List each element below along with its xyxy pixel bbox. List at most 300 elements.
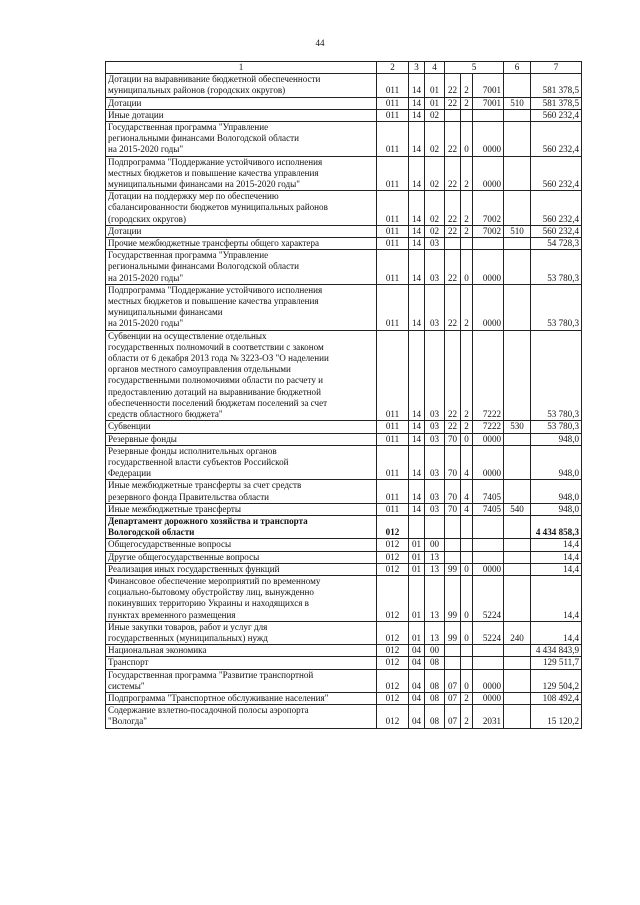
amount: 129 504,2 — [531, 669, 582, 692]
row-name-line: государственных (муниципальных) нужд — [108, 632, 268, 643]
code-target-program: 22 — [445, 97, 461, 109]
code-section: 14 — [409, 238, 425, 250]
code-target-sub — [461, 109, 473, 121]
code-target-sub: 0 — [461, 433, 473, 445]
code-target-program — [445, 539, 461, 551]
code-admin: 011 — [377, 191, 409, 226]
code-admin: 012 — [377, 563, 409, 575]
code-target-direction: 5224 — [473, 575, 504, 621]
code-admin: 011 — [377, 445, 409, 480]
code-target-program: 22 — [445, 250, 461, 285]
row-name-line: Прочие межбюджетные трансферты общего характера — [108, 238, 320, 249]
amount: 53 780,3 — [531, 250, 582, 285]
row-name-line: Транспорт — [108, 657, 149, 668]
code-target-program: 70 — [445, 503, 461, 515]
code-section: 14 — [409, 480, 425, 503]
code-target-sub: 0 — [461, 669, 473, 692]
amount: 560 232,4 — [531, 225, 582, 237]
code-subsection: 13 — [425, 563, 445, 575]
row-name-line: Резервные фонды — [108, 433, 177, 444]
code-target-direction: 7405 — [473, 503, 504, 515]
code-target-direction: 5224 — [473, 621, 504, 644]
code-expense-type — [504, 480, 531, 503]
code-admin: 011 — [377, 122, 409, 157]
code-expense-type — [504, 539, 531, 551]
code-admin: 012 — [377, 657, 409, 669]
code-target-direction: 0000 — [473, 692, 504, 704]
code-target-program: 07 — [445, 669, 461, 692]
table-row — [106, 330, 582, 421]
row-name — [106, 250, 377, 285]
code-section: 04 — [409, 645, 425, 657]
table-row — [106, 515, 582, 538]
code-expense-type — [504, 515, 531, 538]
code-admin: 012 — [377, 692, 409, 704]
code-target-direction: 7002 — [473, 225, 504, 237]
code-target-sub: 0 — [461, 621, 473, 644]
row-name — [106, 480, 377, 503]
table-row — [106, 238, 582, 250]
code-section: 01 — [409, 621, 425, 644]
code-admin: 012 — [377, 705, 409, 728]
row-name-line: Государственная программа "Управление — [108, 122, 269, 133]
code-target-program: 22 — [445, 74, 461, 97]
code-target-sub — [461, 515, 473, 538]
code-admin: 012 — [377, 645, 409, 657]
code-target-program: 99 — [445, 575, 461, 621]
row-name-line: на 2015-2020 годы" — [108, 318, 184, 329]
row-name — [106, 421, 377, 433]
code-target-sub: 0 — [461, 250, 473, 285]
code-admin: 012 — [377, 575, 409, 621]
code-target-direction: 0000 — [473, 669, 504, 692]
amount: 560 232,4 — [531, 191, 582, 226]
row-name-line: предоставлению дотаций на выравнивание бюджетной — [108, 386, 321, 397]
code-subsection: 02 — [425, 109, 445, 121]
row-name-line: Национальная экономика — [108, 645, 207, 656]
amount: 14,4 — [531, 621, 582, 644]
code-target-sub: 4 — [461, 503, 473, 515]
code-target-sub — [461, 645, 473, 657]
row-name-line: (городских округов) — [108, 213, 186, 224]
code-target-direction: 7002 — [473, 191, 504, 226]
code-admin: 011 — [377, 480, 409, 503]
code-subsection: 02 — [425, 122, 445, 157]
code-section: 14 — [409, 97, 425, 109]
table-row — [106, 74, 582, 97]
row-name-line: средств областного бюджета" — [108, 409, 223, 420]
code-target-sub — [461, 238, 473, 250]
code-admin: 012 — [377, 621, 409, 644]
code-expense-type — [504, 575, 531, 621]
row-name-line: на 2015-2020 годы" — [108, 144, 184, 155]
row-name-line: на 2015-2020 годы" — [108, 272, 184, 283]
code-target-direction — [473, 645, 504, 657]
code-expense-type: 510 — [504, 97, 531, 109]
table-row — [106, 433, 582, 445]
table-row — [106, 563, 582, 575]
row-name — [106, 539, 377, 551]
code-subsection: 08 — [425, 669, 445, 692]
amount: 14,4 — [531, 551, 582, 563]
row-name — [106, 122, 377, 157]
code-target-direction: 7001 — [473, 97, 504, 109]
table-row — [106, 97, 582, 109]
amount: 54 728,3 — [531, 238, 582, 250]
code-target-program: 99 — [445, 563, 461, 575]
code-subsection: 01 — [425, 74, 445, 97]
code-target-sub: 2 — [461, 156, 473, 191]
row-name-line: резервного фонда Правительства области — [108, 491, 270, 502]
row-name — [106, 692, 377, 704]
code-admin: 011 — [377, 74, 409, 97]
row-name-line: Иные дотации — [108, 109, 164, 120]
amount: 948,0 — [531, 503, 582, 515]
amount: 14,4 — [531, 575, 582, 621]
amount: 560 232,4 — [531, 109, 582, 121]
code-target-program — [445, 645, 461, 657]
code-target-sub: 2 — [461, 191, 473, 226]
code-admin: 011 — [377, 225, 409, 237]
code-target-program: 22 — [445, 191, 461, 226]
row-name-line: Общегосударственные вопросы — [108, 539, 232, 550]
row-name-line: местных бюджетов и повышение качества управления — [108, 167, 319, 178]
code-target-program: 99 — [445, 621, 461, 644]
code-target-sub: 2 — [461, 330, 473, 421]
code-section: 14 — [409, 421, 425, 433]
table-row — [106, 551, 582, 563]
amount: 948,0 — [531, 433, 582, 445]
table-row — [106, 109, 582, 121]
code-section: 14 — [409, 191, 425, 226]
row-name-line: Иные закупки товаров, работ и услуг для — [108, 621, 268, 632]
code-subsection: 00 — [425, 645, 445, 657]
code-admin: 011 — [377, 503, 409, 515]
header-col-7: 7 — [531, 62, 582, 74]
row-name — [106, 330, 377, 421]
row-name-line: области от 6 декабря 2013 года № 3223-ОЗ "О наделении — [108, 353, 329, 364]
row-name-line: Иные межбюджетные трансферты — [108, 503, 241, 514]
code-target-sub — [461, 657, 473, 669]
code-admin: 012 — [377, 539, 409, 551]
amount: 14,4 — [531, 563, 582, 575]
code-section: 14 — [409, 250, 425, 285]
row-name — [106, 156, 377, 191]
code-target-sub: 4 — [461, 480, 473, 503]
row-name-line: государственными полномочиями области по расчету и — [108, 375, 324, 386]
header-col-2: 2 — [377, 62, 409, 74]
code-expense-type — [504, 74, 531, 97]
table-row — [106, 539, 582, 551]
code-target-sub: 2 — [461, 74, 473, 97]
code-target-program — [445, 109, 461, 121]
row-name-line: муниципальными финансами — [108, 307, 223, 318]
code-section: 14 — [409, 74, 425, 97]
row-name — [106, 74, 377, 97]
code-section: 14 — [409, 284, 425, 330]
code-expense-type — [504, 284, 531, 330]
row-name-line: государственной власти субъектов Российской — [108, 456, 289, 467]
code-expense-type: 540 — [504, 503, 531, 515]
amount: 108 492,4 — [531, 692, 582, 704]
row-name — [106, 657, 377, 669]
code-subsection: 03 — [425, 503, 445, 515]
code-section: 04 — [409, 692, 425, 704]
code-section: 04 — [409, 657, 425, 669]
code-admin: 011 — [377, 238, 409, 250]
code-target-direction: 0000 — [473, 156, 504, 191]
code-target-direction: 7405 — [473, 480, 504, 503]
code-admin: 011 — [377, 433, 409, 445]
table-row — [106, 657, 582, 669]
code-section: 14 — [409, 445, 425, 480]
table-row — [106, 480, 582, 503]
code-target-sub — [461, 539, 473, 551]
code-expense-type — [504, 122, 531, 157]
table-row — [106, 575, 582, 621]
code-expense-type — [504, 445, 531, 480]
code-target-program — [445, 657, 461, 669]
amount: 53 780,3 — [531, 330, 582, 421]
code-target-program: 22 — [445, 284, 461, 330]
code-target-sub: 4 — [461, 445, 473, 480]
code-target-sub: 2 — [461, 705, 473, 728]
code-target-direction: 0000 — [473, 284, 504, 330]
code-admin: 011 — [377, 284, 409, 330]
row-name-line: Реализация иных государственных функций — [108, 563, 280, 574]
amount: 948,0 — [531, 480, 582, 503]
amount: 948,0 — [531, 445, 582, 480]
header-col-5: 5 — [445, 62, 504, 74]
code-expense-type — [504, 705, 531, 728]
row-name — [106, 191, 377, 226]
code-subsection: 01 — [425, 97, 445, 109]
code-expense-type — [504, 330, 531, 421]
code-expense-type — [504, 692, 531, 704]
code-target-direction — [473, 539, 504, 551]
code-target-program: 22 — [445, 421, 461, 433]
row-name-line: Подпрограмма "Поддержание устойчивого исполнения — [108, 156, 323, 167]
code-subsection: 13 — [425, 621, 445, 644]
code-expense-type: 530 — [504, 421, 531, 433]
code-target-program: 22 — [445, 225, 461, 237]
code-section: 01 — [409, 575, 425, 621]
row-name-line: государственных полномочий в соответствии с законом — [108, 341, 324, 352]
code-subsection: 02 — [425, 225, 445, 237]
code-target-direction — [473, 551, 504, 563]
code-expense-type: 240 — [504, 621, 531, 644]
code-target-program: 22 — [445, 122, 461, 157]
row-name — [106, 551, 377, 563]
row-name-line: Содержание взлетно-посадочной полосы аэропорта — [108, 705, 309, 716]
amount: 581 378,5 — [531, 74, 582, 97]
code-section: 01 — [409, 563, 425, 575]
code-admin: 012 — [377, 669, 409, 692]
code-target-program: 07 — [445, 705, 461, 728]
row-name-line: социально-бытовому обустройству лиц, вынужденно — [108, 587, 314, 598]
row-name-line: Иные межбюджетные трансферты за счет средств — [108, 480, 302, 491]
code-section: 14 — [409, 330, 425, 421]
header-row — [106, 62, 582, 74]
code-target-direction — [473, 238, 504, 250]
code-target-direction: 7001 — [473, 74, 504, 97]
code-section: 04 — [409, 705, 425, 728]
table-row — [106, 284, 582, 330]
amount: 581 378,5 — [531, 97, 582, 109]
code-section — [409, 515, 425, 538]
code-subsection: 03 — [425, 445, 445, 480]
row-name-line: "Вологда" — [108, 716, 147, 727]
row-name-line: Дотации на выравнивание бюджетной обеспеченности — [108, 74, 321, 85]
amount: 4 434 858,3 — [531, 515, 582, 538]
row-name-line: Другие общегосударственные вопросы — [108, 551, 260, 562]
code-subsection: 02 — [425, 191, 445, 226]
row-name-line: региональными финансами Вологодской области — [108, 261, 299, 272]
code-expense-type — [504, 433, 531, 445]
amount: 14,4 — [531, 539, 582, 551]
row-name — [106, 97, 377, 109]
code-section: 14 — [409, 156, 425, 191]
code-target-sub: 2 — [461, 284, 473, 330]
code-target-direction — [473, 657, 504, 669]
code-admin: 012 — [377, 515, 409, 538]
code-expense-type — [504, 250, 531, 285]
table-row — [106, 503, 582, 515]
row-name-line: Подпрограмма "Поддержание устойчивого исполнения — [108, 284, 323, 295]
row-name-line: Федерации — [108, 468, 151, 479]
code-section: 14 — [409, 503, 425, 515]
code-expense-type: 510 — [504, 225, 531, 237]
row-name-line: региональными финансами Вологодской области — [108, 133, 299, 144]
row-name-line: Субвенции — [108, 421, 151, 432]
code-section: 14 — [409, 433, 425, 445]
code-target-sub: 2 — [461, 225, 473, 237]
code-subsection: 08 — [425, 705, 445, 728]
code-target-direction: 2031 — [473, 705, 504, 728]
code-subsection: 03 — [425, 433, 445, 445]
code-target-program: 22 — [445, 156, 461, 191]
row-name — [106, 433, 377, 445]
code-target-program: 70 — [445, 445, 461, 480]
code-target-sub: 2 — [461, 97, 473, 109]
table-row — [106, 669, 582, 692]
code-admin: 012 — [377, 551, 409, 563]
table-row — [106, 445, 582, 480]
page-number: 44 — [315, 38, 325, 48]
code-section: 04 — [409, 669, 425, 692]
amount: 15 120,2 — [531, 705, 582, 728]
row-name — [106, 621, 377, 644]
table-row — [106, 421, 582, 433]
code-subsection: 13 — [425, 551, 445, 563]
code-target-direction — [473, 109, 504, 121]
row-name-line: Вологодской области — [108, 527, 195, 538]
code-admin: 011 — [377, 250, 409, 285]
code-subsection — [425, 515, 445, 538]
row-name-line: сбалансированности бюджетов муниципальных районов — [108, 202, 328, 213]
header-col-3: 3 — [409, 62, 425, 74]
code-admin: 011 — [377, 330, 409, 421]
code-target-direction: 0000 — [473, 250, 504, 285]
code-target-program: 70 — [445, 433, 461, 445]
code-subsection: 03 — [425, 480, 445, 503]
code-expense-type — [504, 191, 531, 226]
header-col-1: 1 — [106, 62, 377, 74]
row-name — [106, 284, 377, 330]
table-row — [106, 621, 582, 644]
row-name-line: пунктах временного размещения — [108, 609, 236, 620]
code-target-program — [445, 238, 461, 250]
code-target-program: 07 — [445, 692, 461, 704]
row-name — [106, 705, 377, 728]
row-name — [106, 515, 377, 538]
code-target-program: 22 — [445, 330, 461, 421]
code-target-program — [445, 551, 461, 563]
table-row — [106, 692, 582, 704]
table-row — [106, 191, 582, 226]
table-row — [106, 156, 582, 191]
row-name — [106, 503, 377, 515]
table-row — [106, 122, 582, 157]
table-row — [106, 645, 582, 657]
row-name — [106, 238, 377, 250]
row-name — [106, 575, 377, 621]
code-admin: 011 — [377, 421, 409, 433]
code-subsection: 03 — [425, 330, 445, 421]
row-name-line: муниципальных районов (городских округов) — [108, 85, 286, 96]
table-row — [106, 705, 582, 728]
code-subsection: 03 — [425, 284, 445, 330]
code-target-direction: 7222 — [473, 330, 504, 421]
code-target-direction: 0000 — [473, 433, 504, 445]
code-target-sub: 0 — [461, 563, 473, 575]
code-subsection: 00 — [425, 539, 445, 551]
row-name-line: покинувших территорию Украины и находящихся в — [108, 598, 309, 609]
row-name-line: обеспеченности поселений бюджетам поселений за счет — [108, 397, 328, 408]
code-admin: 011 — [377, 156, 409, 191]
row-name-line: Государственная программа "Управление — [108, 250, 269, 261]
budget-table — [105, 61, 582, 729]
code-subsection: 08 — [425, 692, 445, 704]
row-name-line: Субвенции на осуществление отдельных — [108, 330, 267, 341]
row-name-line: Резервные фонды исполнительных органов — [108, 445, 277, 456]
amount: 4 434 843,9 — [531, 645, 582, 657]
row-name — [106, 445, 377, 480]
amount: 53 780,3 — [531, 284, 582, 330]
amount: 560 232,4 — [531, 122, 582, 157]
code-target-direction: 0000 — [473, 563, 504, 575]
code-expense-type — [504, 109, 531, 121]
row-name — [106, 563, 377, 575]
code-target-direction: 0000 — [473, 122, 504, 157]
row-name-line: местных бюджетов и повышение качества управления — [108, 296, 319, 307]
code-expense-type — [504, 669, 531, 692]
row-name-line: системы" — [108, 680, 145, 691]
code-section: 01 — [409, 551, 425, 563]
code-subsection: 03 — [425, 238, 445, 250]
row-name-line: Подпрограмма "Транспортное обслуживание населения" — [108, 692, 329, 703]
code-target-sub: 0 — [461, 575, 473, 621]
code-section: 14 — [409, 122, 425, 157]
code-target-sub: 0 — [461, 122, 473, 157]
code-section: 14 — [409, 109, 425, 121]
code-section: 01 — [409, 539, 425, 551]
row-name-line: Дотации — [108, 225, 142, 236]
code-expense-type — [504, 156, 531, 191]
code-target-direction: 7222 — [473, 421, 504, 433]
code-subsection: 03 — [425, 421, 445, 433]
table-row — [106, 225, 582, 237]
